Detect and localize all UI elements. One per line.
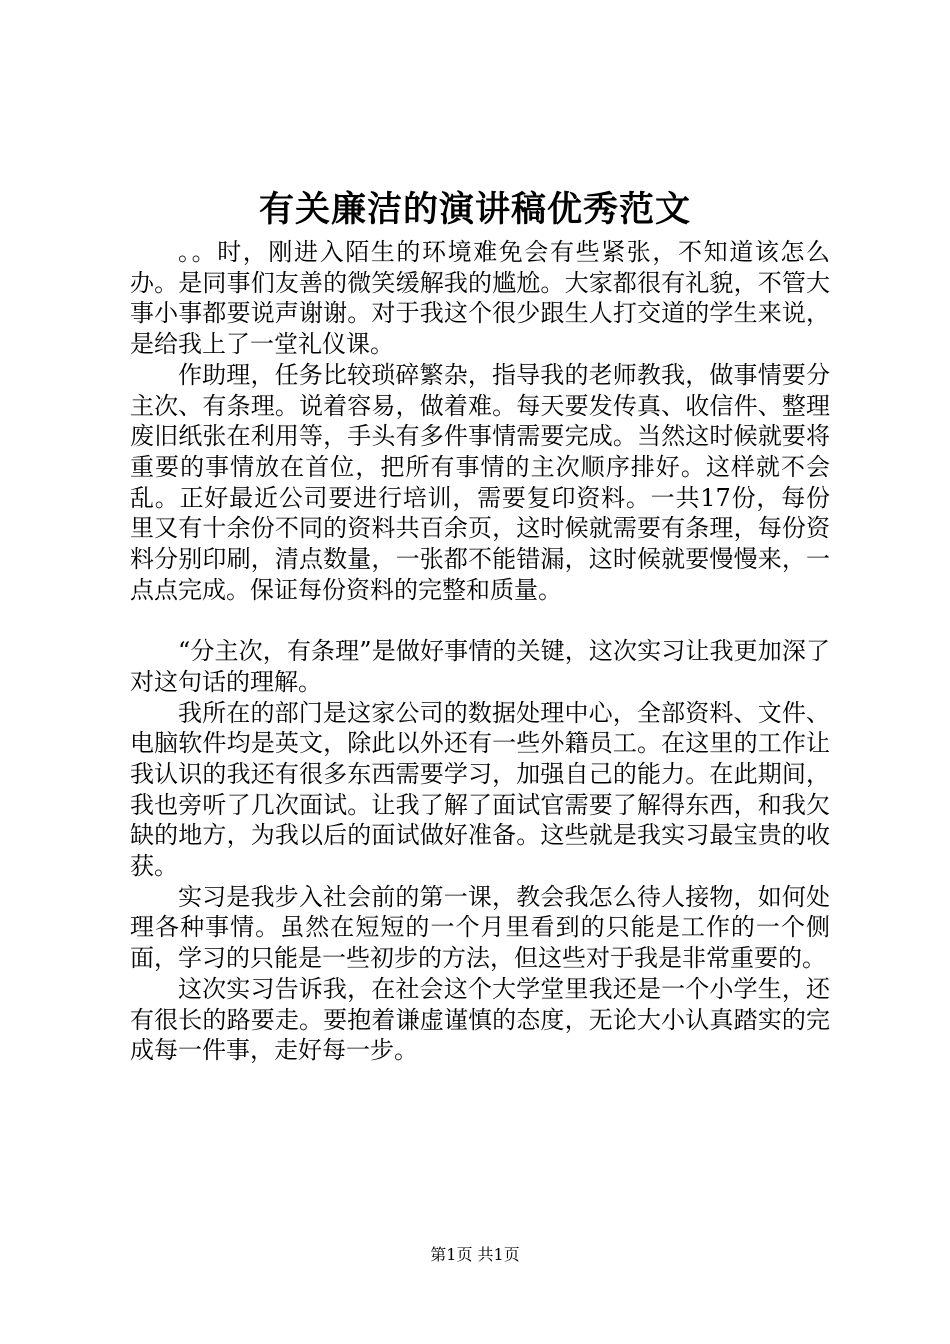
page-footer: 第1页 共1页 [430, 1245, 520, 1264]
paragraph: “分主次，有条理”是做好事情的关键，这次实习让我更加深了对这句话的理解。 [130, 637, 830, 696]
document-title: 有关廉洁的演讲稿优秀范文 [258, 189, 691, 230]
paragraph: 作助理，任务比较琐碎繁杂，指导我的老师教我，做事情要分主次、有条理。说着容易，做着难。每天要发传真、收信件、整理废旧纸张在利用等，手头有多件事情需要完成。当然这时候就要将重要的事情放在首位，把所有事情的主次顺序排好。这样就不会乱。正好最近公司要进行培训，需要复印资料。一共17份，每份里又有十余份不同的资料共百余页，这时候就需要有条理，每份资料分别印刷，清点数量，一张都不能错漏，这时候就要慢慢来，一点点完成。保证每份资料的完整和质量。 [130, 360, 830, 604]
document-body [130, 237, 830, 1066]
paragraph: 我所在的部门是这家公司的数据处理中心，全部资料、文件、电脑软件均是英文，除此以外还有一些外籍员工。在这里的工作让我认识的我还有很多东西需要学习，加强自己的能力。在此期间，我也旁听了几次面试。让我了解了面试官需要了解得东西，和我欠缺的地方，为我以后的面试做好准备。这些就是我实习最宝贵的收获。 [130, 698, 830, 881]
paragraph: 这次实习告诉我，在社会这个大学堂里我还是一个小学生，还有很长的路要走。要抱着谦虚谨慎的态度，无论大小认真踏实的完成每一件事，走好每一步。 [130, 974, 830, 1065]
paragraph: 实习是我步入社会前的第一课，教会我怎么待人接物，如何处理各种事情。虽然在短短的一个月里看到的只能是工作的一个侧面，学习的只能是一些初步的方法，但这些对于我是非常重要的。 [130, 882, 830, 973]
paragraph: 。。时，刚进入陌生的环境难免会有些紧张，不知道该怎么办。是同事们友善的微笑缓解我的尴尬。大家都很有礼貌，不管大事小事都要说声谢谢。对于我这个很少跟生人打交道的学生来说，是给我上了一堂礼仪课。 [130, 238, 830, 359]
